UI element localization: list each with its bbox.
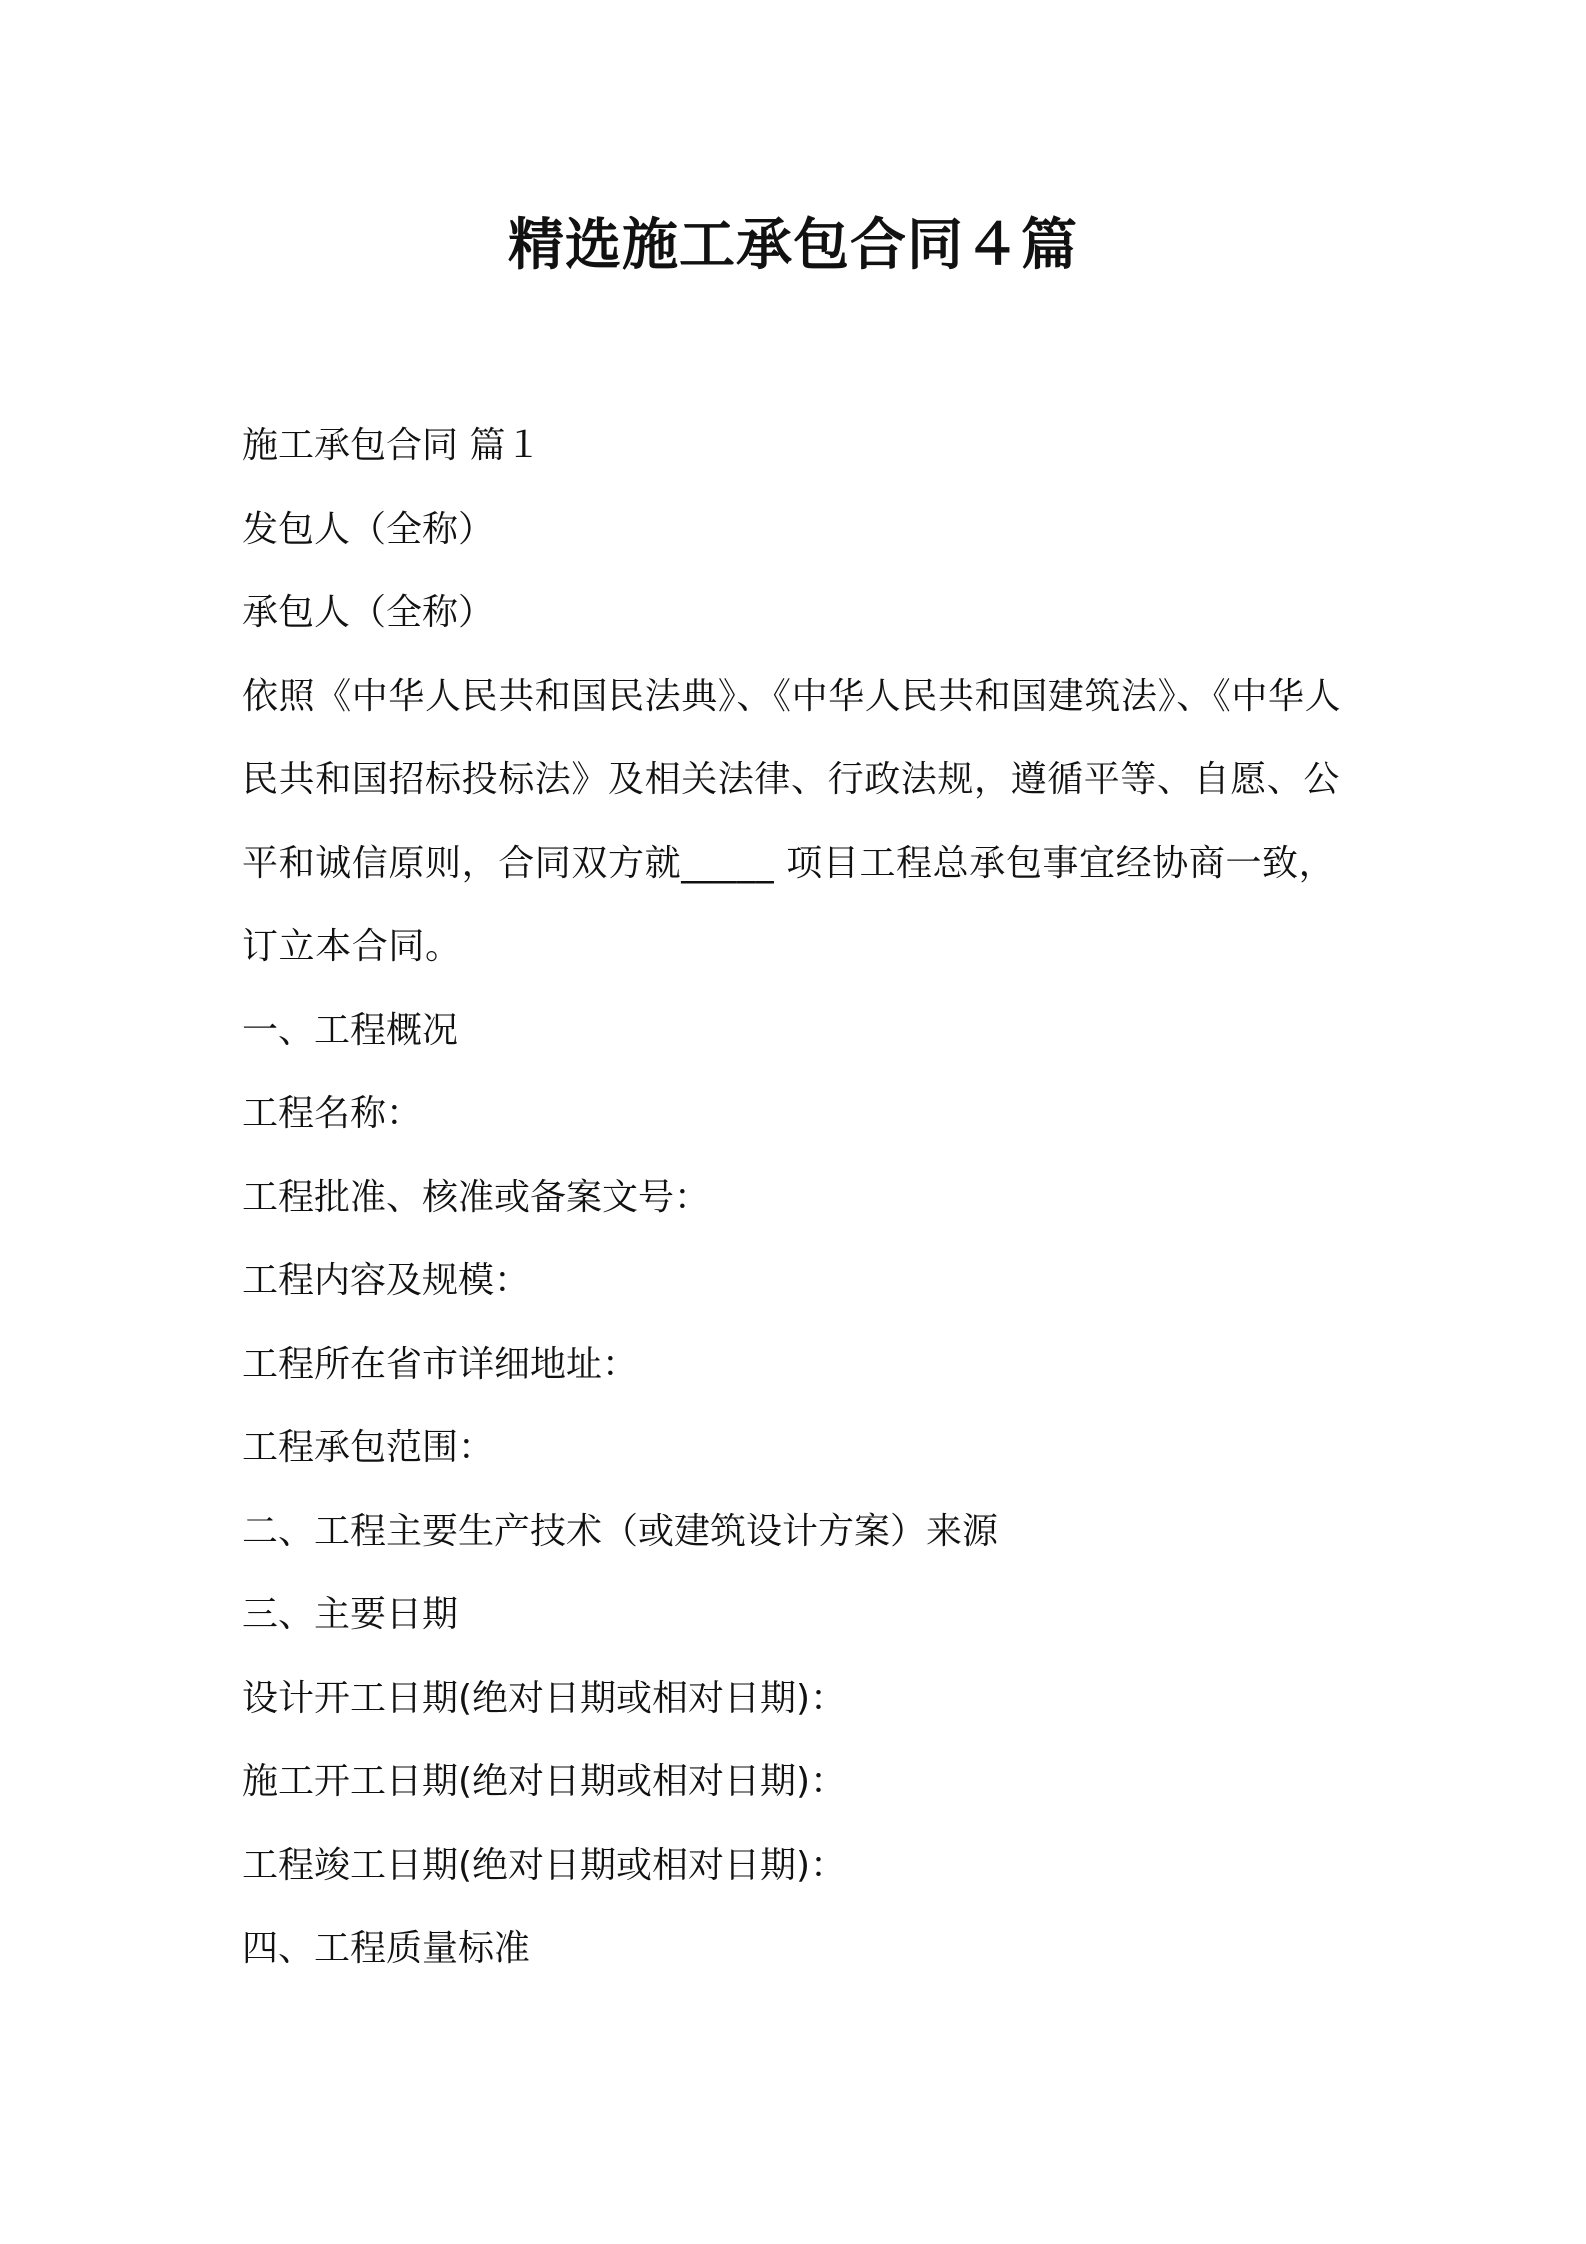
section-4-heading: 四、工程质量标准 [242, 1928, 531, 1969]
preamble-line-2: 民共和国招标投标法》及相关法律、行政法规，遵循平等、自愿、公 [242, 759, 1341, 800]
contractor-line: 承包人（全称） [242, 592, 495, 633]
section-2-heading: 二、工程主要生产技术（或建筑设计方案）来源 [242, 1510, 999, 1552]
preamble-line-3: 平和诚信原则，合同双方就_____ 项目工程总承包事宜经协商一致， [242, 842, 1336, 884]
scope-field: 工程承包范围： [242, 1427, 495, 1468]
completion-date-field: 工程竣工日期(绝对日期或相对日期)： [242, 1844, 847, 1886]
design-start-date-field: 设计开工日期(绝对日期或相对日期)： [242, 1677, 847, 1719]
preamble-line-1: 依照《中华人民共和国民法典》、《中华人民共和国建筑法》、《中华人 [242, 675, 1342, 717]
employer-line: 发包人（全称） [242, 508, 495, 550]
document-body [242, 404, 1362, 1991]
document-title: 精选施工承包合同４篇 [508, 213, 1078, 278]
section-heading: 施工承包合同 篇１ [242, 425, 542, 466]
section-1-heading: 一、工程概况 [242, 1009, 459, 1051]
construction-start-date-field: 施工开工日期(绝对日期或相对日期)： [242, 1761, 847, 1802]
project-name-field: 工程名称： [242, 1093, 423, 1134]
preamble-line-4: 订立本合同。 [242, 926, 462, 967]
content-scale-field: 工程内容及规模： [242, 1260, 531, 1301]
address-field: 工程所在省市详细地址： [242, 1343, 639, 1385]
section-3-heading: 三、主要日期 [242, 1594, 459, 1635]
approval-number-field: 工程批准、核准或备案文号： [242, 1176, 711, 1218]
